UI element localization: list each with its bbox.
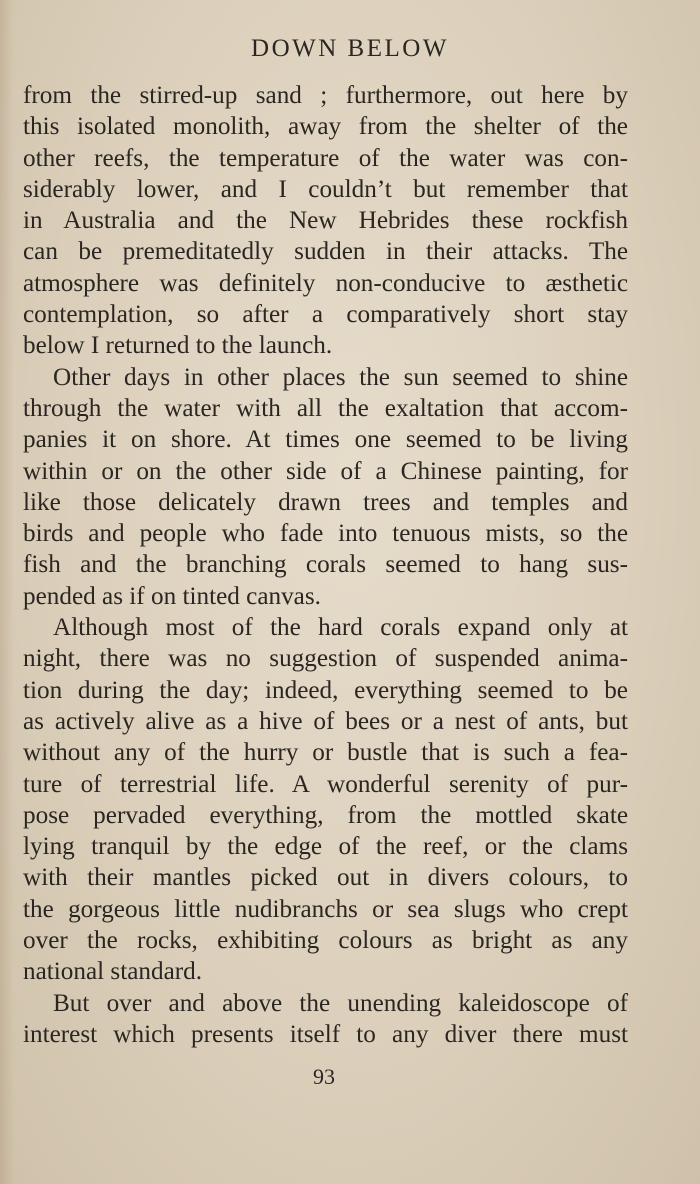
text-line: like those delicately drawn trees and temples and bbox=[23, 488, 628, 516]
text-line: panies it on shore. At times one seemed to be living bbox=[23, 426, 628, 454]
page-number: 93 bbox=[313, 1064, 335, 1089]
text-line: without any of the hurry or bustle that is such a fea- bbox=[23, 739, 628, 767]
text-line: national standard. bbox=[23, 958, 203, 986]
text-line: over the rocks, exhibiting colours as bright as any bbox=[23, 927, 628, 955]
paragraph-first-line: But over and above the unending kaleidoscope of bbox=[53, 989, 628, 1017]
text-line: birds and people who fade into tenuous mists, so the bbox=[23, 520, 628, 548]
text-line: interest which presents itself to any diver there must bbox=[23, 1020, 628, 1048]
text-line: the gorgeous little nudibranchs or sea slugs who crept bbox=[23, 895, 628, 923]
paragraph-first-line: Other days in other places the sun seemed to shine bbox=[53, 363, 628, 391]
running-head: DOWN BELOW bbox=[251, 35, 449, 62]
text-line: as actively alive as a hive of bees or a nest of ants, but bbox=[23, 707, 628, 735]
text-line: atmosphere was definitely non-conducive to æsthetic bbox=[23, 269, 628, 297]
text-line: tion during the day; indeed, everything seemed to be bbox=[23, 676, 628, 704]
text-line: this isolated monolith, away from the shelter of the bbox=[23, 113, 628, 141]
text-line: with their mantles picked out in divers colours, to bbox=[23, 864, 628, 892]
text-line: ture of terrestrial life. A wonderful serenity of pur- bbox=[23, 770, 628, 798]
text-line: pended as if on tinted canvas. bbox=[23, 582, 321, 610]
text-line: siderably lower, and I couldn’t but remember that bbox=[23, 175, 628, 203]
text-line: other reefs, the temperature of the water was con- bbox=[23, 144, 628, 172]
text-line: through the water with all the exaltation that accom- bbox=[23, 394, 628, 422]
text-line: contemplation, so after a comparatively short stay bbox=[23, 301, 628, 329]
text-line: lying tranquil by the edge of the reef, or the clams bbox=[23, 833, 628, 861]
text-line: night, there was no suggestion of suspended anima- bbox=[23, 645, 628, 673]
text-line: in Australia and the New Hebrides these rockfish bbox=[23, 207, 628, 235]
text-line: within or on the other side of a Chinese painting, for bbox=[23, 457, 628, 485]
text-line: from the stirred-up sand ; furthermore, out here by bbox=[23, 82, 628, 109]
text-line: pose pervaded everything, from the mottled skate bbox=[23, 801, 628, 829]
text-line: can be premeditatedly sudden in their attacks. The bbox=[23, 238, 628, 266]
text-line: fish and the branching corals seemed to hang sus- bbox=[23, 551, 628, 579]
body-text bbox=[23, 80, 628, 1050]
paragraph-first-line: Although most of the hard corals expand only at bbox=[53, 614, 628, 642]
text-line: below I returned to the launch. bbox=[23, 332, 333, 360]
